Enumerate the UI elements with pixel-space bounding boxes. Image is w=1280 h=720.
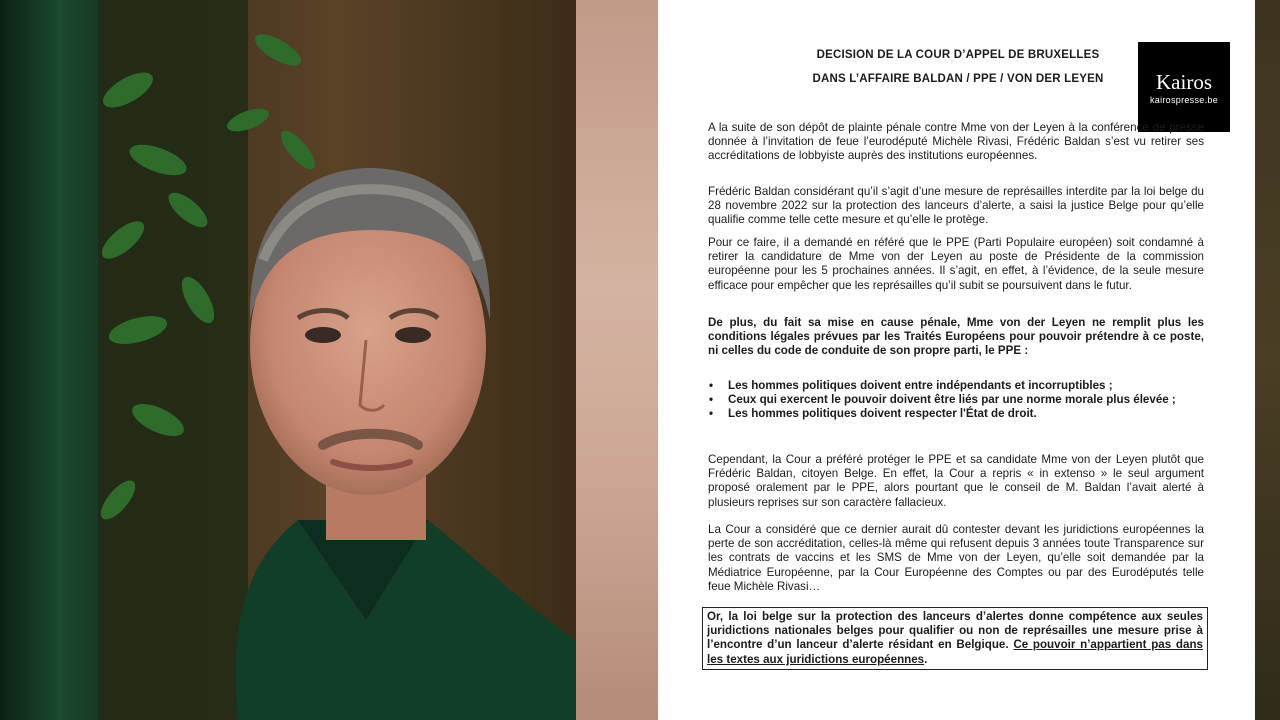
paragraph-4: De plus, du fait sa mise en cause pénale, Mme von der Leyen ne remplit plus les conditions légales prévues par les Traités Européens pour pouvoir prétendre à ce poste, ni celles du code de conduite de son propre parti, le PPE : (708, 316, 1204, 358)
kairos-logo (1138, 42, 1230, 132)
logo-site: kairospresse.be (1149, 95, 1219, 105)
list-item: • Les hommes politiques doivent respecter l'État de droit. (708, 407, 1204, 421)
highlighted-box (702, 607, 1208, 670)
paragraph-1: A la suite de son dépôt de plainte pénale contre Mme von der Leyen à la conférence de presse donnée à l’invitation de feue l’eurodéputé Michèle Rivasi, Frédéric Baldan s’est vu retirer ses accréditations de lobbyiste auprès des institutions européennes. (708, 121, 1204, 163)
paragraph-5: Cependant, la Cour a préféré protéger le PPE et sa candidate Mme von der Leyen plutôt que Frédéric Baldan, citoyen Belge. En effet, la Cour a repris « in extenso » le seul argument proposé oralement par le PPE, alors pourtant que le conseil de M. Baldan l’avait alerté à plusieurs reprises sur son caractère fallacieux. (708, 453, 1204, 509)
list-item: • Ceux qui exercent le pouvoir doivent être liés par une norme morale plus élevée ; (708, 393, 1204, 407)
logo-name: Kairos (1156, 70, 1212, 94)
box-text: Or, la loi belge sur la protection des lanceurs d’alertes donne compétence aux seules juridictions nationales belges pour qualifier ou non de représailles une mesure prise à l’encontre d’un lanceur d’alerte résidant en Belgique. (707, 610, 1203, 652)
paragraph-6: La Cour a considéré que ce dernier aurait dû contester devant les juridictions européennes la perte de son accréditation, celles-là même qui refusent depuis 3 années toute Transparence sur les contrats de vaccins et les SMS de Mme von der Leyen, qu’elle soit demandée par la Médiatrice Européenne, par la Cour Européenne des Comptes ou par des Eurodéputés telle feue Michèle Rivasi… (708, 523, 1204, 593)
box-underlined-text: Ce pouvoir n’appartient pas dans les textes aux juridictions européennes (707, 638, 1203, 666)
list-item: • Les hommes politiques doivent entre indépendants et incorruptibles ; (708, 379, 1204, 393)
conditions-list (708, 379, 1204, 422)
background-right (1255, 0, 1280, 720)
document-title-line-1: DECISION DE LA COUR D’APPEL DE BRUXELLES (816, 49, 1100, 61)
speaker-photo (98, 0, 576, 720)
paragraph-2: Frédéric Baldan considérant qu’il s’agit d’une mesure de représailles interdite par la loi belge du 28 novembre 2022 sur la protection des lanceurs d’alerte, a saisi la justice Belge pour qu’elle qualifie comme telle cette mesure et qu’elle le protège. (708, 185, 1204, 227)
document-page (658, 0, 1255, 720)
speaker-video (98, 0, 576, 720)
box-end: . (924, 652, 928, 666)
background-middle (576, 0, 658, 720)
paragraph-3: Pour ce faire, il a demandé en référé que le PPE (Parti Populaire européen) soit condamné à retirer la candidature de Mme von der Leyen au poste de Présidente de la commission européenne pour les 5 prochaines années. Il s’agit, en effet, à l’évidence, de la seule mesure efficace pour empêcher que les représailles qu’il subit se poursuivent dans le futur. (708, 236, 1204, 292)
background-left (0, 0, 100, 720)
document-title-line-2: DANS L’AFFAIRE BALDAN / PPE / VON DER LEYEN (812, 73, 1104, 85)
